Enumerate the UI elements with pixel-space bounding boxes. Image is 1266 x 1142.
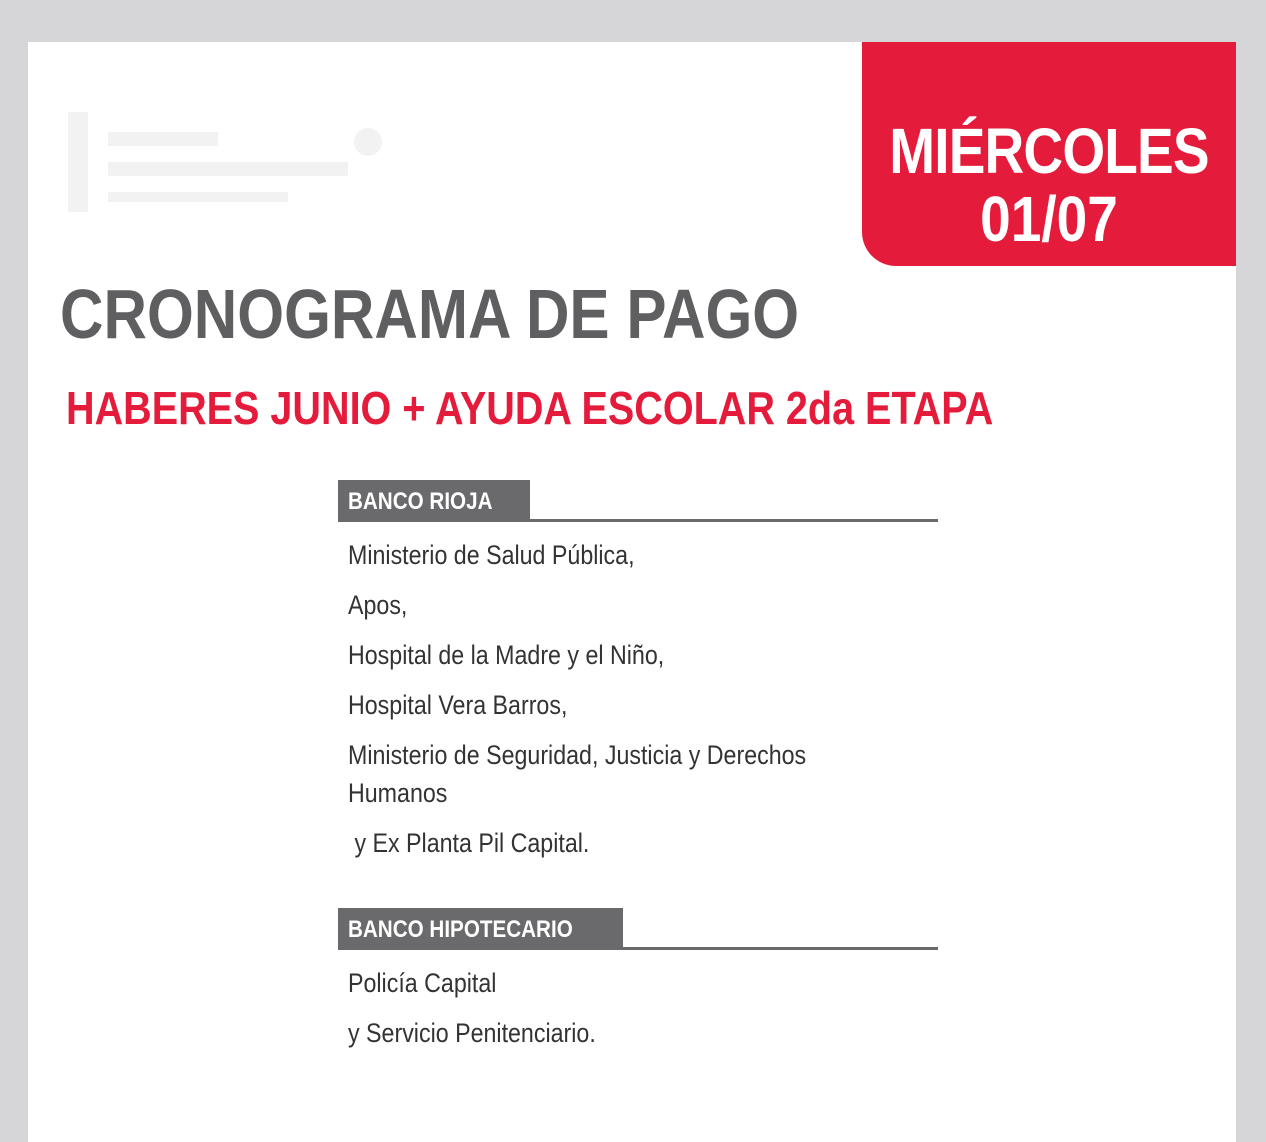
date-badge <box>862 42 1236 266</box>
date-day: MIÉRCOLES <box>889 115 1209 187</box>
list-item: Ministerio de Salud Pública, <box>348 540 635 570</box>
agency-list <box>338 536 938 862</box>
list-item: Hospital Vera Barros, <box>348 690 568 720</box>
list-item: Ministerio de Seguridad, Justicia y Derechos Humanos <box>348 740 807 808</box>
page-subtitle: HABERES JUNIO + AYUDA ESCOLAR 2da ETAPA <box>66 382 994 434</box>
list-item: Apos, <box>348 590 408 620</box>
bank-label: BANCO RIOJA <box>338 480 530 522</box>
section-banco-hipotecario <box>338 908 938 1052</box>
list-item: Hospital de la Madre y el Niño, <box>348 640 665 670</box>
date-number: 01/07 <box>980 183 1118 255</box>
page-title: CRONOGRAMA DE PAGO <box>60 275 800 353</box>
section-header <box>338 908 938 950</box>
list-item: y Servicio Penitenciario. <box>348 1018 596 1048</box>
document-sheet <box>28 42 1236 1142</box>
faint-logo-watermark <box>68 102 408 222</box>
bank-label: BANCO HIPOTECARIO <box>338 908 623 950</box>
agency-list <box>338 964 938 1052</box>
section-banco-rioja <box>338 480 938 862</box>
section-header <box>338 480 938 522</box>
list-item: y Ex Planta Pil Capital. <box>348 828 590 858</box>
list-item: Policía Capital <box>348 968 497 998</box>
